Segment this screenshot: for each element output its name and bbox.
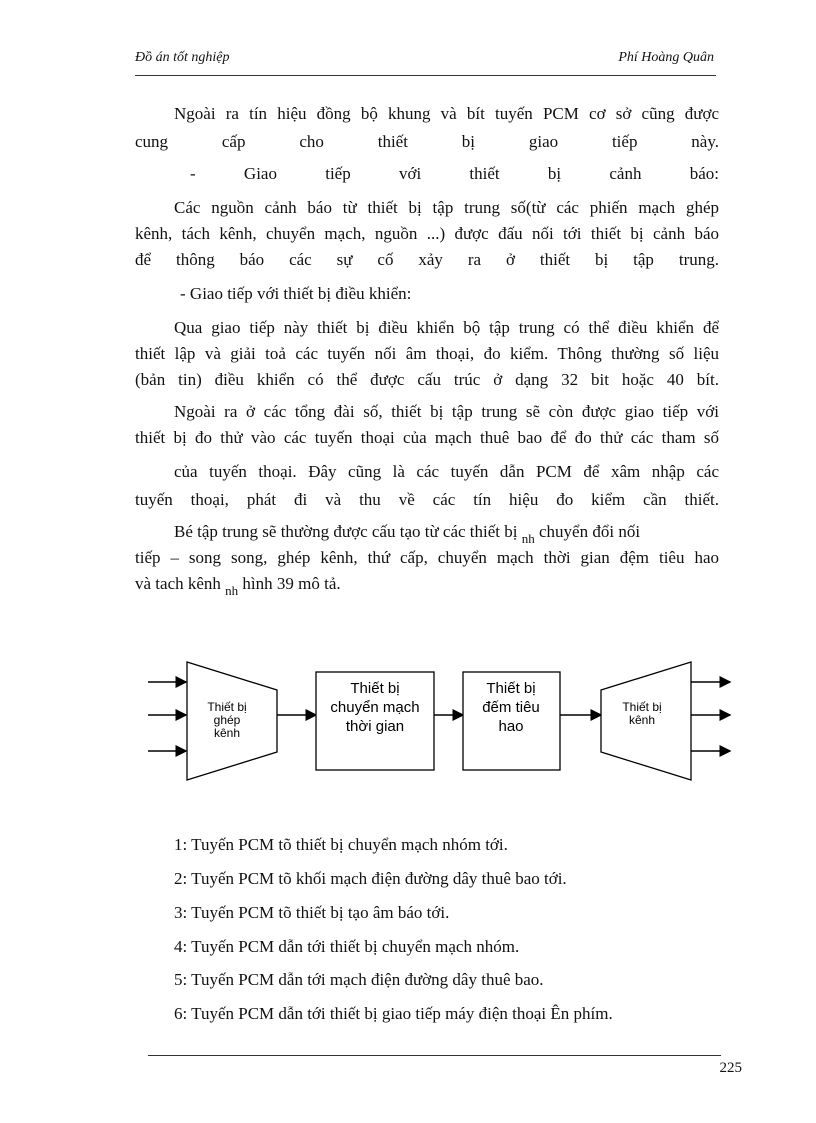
body-line: Bé tập trung sẽ thường được cấu tạo từ các thiết bị $_{nh}$ chuyển đổi nối [174,522,641,546]
time-switch-label: Thiết bị [350,680,400,697]
body-line: thiết lập và giải toả các tuyến nối âm thoại, đo kiểm. Thông thường số liệu [135,344,719,363]
legend-item: 6: Tuyến PCM dẫn tới thiết bị giao tiếp máy điện thoại Ên phím. [174,1004,613,1023]
body-line: (bản tin) điều khiển có thể được cấu trúc ở dạng 32 bit hoặc 40 bít. [135,370,719,389]
body-line: Qua giao tiếp này thiết bị điều khiển bộ tập trung có thể điều khiển để [174,318,719,337]
header-divider [135,75,716,76]
body-line: để thông báo các sự cố xảy ra ở thiết bị tập trung. [135,250,719,269]
buffer-label: Thiết bị [486,680,536,697]
block-diagram [0,640,816,790]
body-line: tiếp – song song, ghép kênh, thứ cấp, chuyển mạch thời gian đệm tiêu hao [135,548,719,567]
legend-item: 4: Tuyến PCM dẫn tới thiết bị chuyển mạch nhóm. [174,937,520,956]
section-heading-alarm: - Giao tiếp với thiết bị cảnh báo: [190,164,719,183]
mux-label: kênh [213,726,241,740]
buffer-label: đếm tiêu [482,699,540,716]
legend-item: 5: Tuyến PCM dẫn tới mạch điện đường dây thuê bao. [174,970,544,989]
running-header-title: Đồ án tốt nghiệp [135,50,230,65]
footer-divider [148,1055,721,1056]
subscript: nh [225,583,239,598]
body-line: Ngoài ra ở các tổng đài số, thiết bị tập trung sẽ còn được giao tiếp với [174,402,719,421]
page-number: 225 [719,1060,742,1076]
body-line: Ngoài ra tín hiệu đồng bộ khung và bít tuyến PCM cơ sở cũng được [174,104,719,123]
buffer-label: hao [498,718,524,735]
body-line: cung cấp cho thiết bị giao tiếp này. [135,132,719,151]
body-line: và tach kênh $_{nh}$ hình 39 mô tả. [135,574,341,598]
running-header-author: Phí Hoàng Quân [618,50,714,65]
output-arrows [691,682,730,751]
input-arrows [148,682,186,751]
legend-item: 2: Tuyến PCM tõ khối mạch điện đường dây thuê bao tới. [174,869,567,888]
legend-item: 1: Tuyến PCM tõ thiết bị chuyển mạch nhóm tới. [174,835,508,854]
time-switch-label: thời gian [345,718,405,735]
body-line: thiết bị đo thử vào các tuyến thoại của mạch thuê bao để đo thử các tham số [135,428,719,447]
subscript: nh [521,531,535,546]
demux-label: kênh [628,713,656,727]
mux-label: Thiết bị [207,700,247,714]
demux-label: Thiết bị [622,700,662,714]
mux-label: ghép [213,713,241,727]
section-heading-control: - Giao tiếp với thiết bị điều khiển: [180,284,412,303]
body-line: Các nguồn cảnh báo từ thiết bị tập trung số(từ các phiến mạch ghép [174,198,719,217]
body-line: của tuyến thoại. Đây cũng là các tuyến dẫn PCM để xâm nhập các [174,462,719,481]
time-switch-label: chuyển mạch [330,699,420,716]
legend-item: 3: Tuyến PCM tõ thiết bị tạo âm báo tới. [174,903,450,922]
body-line: kênh, tách kênh, chuyển mạch, nguồn ...) được đấu nối tới thiết bị cảnh báo [135,224,719,243]
body-line: tuyến thoại, phát đi và thu về các tín hiệu đo kiểm cần thiết. [135,490,719,509]
